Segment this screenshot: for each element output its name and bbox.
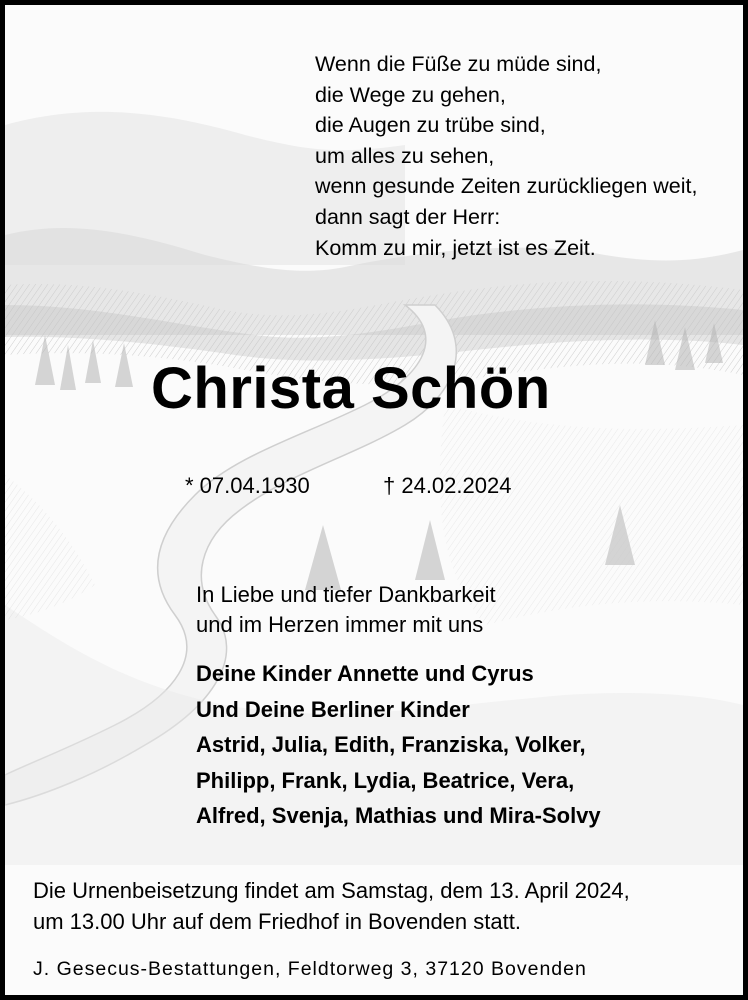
dedication-text <box>196 580 496 640</box>
poem-line: Wenn die Füße zu müde sind, <box>315 52 602 76</box>
mourners-line: Und Deine Berliner Kinder <box>196 696 470 722</box>
burial-line: Die Urnenbeisetzung findet am Samstag, dem 13. April 2024, <box>33 878 630 903</box>
deceased-name: Christa Schön <box>151 356 551 421</box>
mourners-line: Alfred, Svenja, Mathias und Mira-Solvy <box>196 803 601 828</box>
mourners-line: Astrid, Julia, Edith, Franziska, Volker, <box>196 732 586 757</box>
undertaker-address: J. Gesecus-Bestattungen, Feldtorweg 3, 37120 Bovenden <box>33 958 587 980</box>
mourners-line: Philipp, Frank, Lydia, Beatrice, Vera, <box>196 767 575 793</box>
poem-verse <box>315 49 697 263</box>
death-date: † 24.02.2024 <box>383 473 512 498</box>
poem-line: wenn gesunde Zeiten zurückliegen weit, <box>315 174 698 199</box>
mourners-list <box>196 656 601 834</box>
dedication-line: und im Herzen immer mit uns <box>196 612 484 637</box>
burial-line: um 13.00 Uhr auf dem Friedhof in Bovenden statt. <box>33 909 521 934</box>
birth-date: * 07.04.1930 <box>185 473 310 498</box>
dedication-line: In Liebe und tiefer Dankbarkeit <box>196 582 496 607</box>
poem-line: um alles zu sehen, <box>315 143 495 168</box>
burial-info <box>33 875 630 937</box>
poem-line: die Augen zu trübe sind, <box>315 113 546 138</box>
poem-line: die Wege zu gehen, <box>315 82 506 107</box>
poem-line: Komm zu mir, jetzt ist es Zeit. <box>315 235 596 260</box>
mourners-line: Deine Kinder Annette und Cyrus <box>196 661 534 686</box>
poem-line: dann sagt der Herr: <box>315 204 501 229</box>
